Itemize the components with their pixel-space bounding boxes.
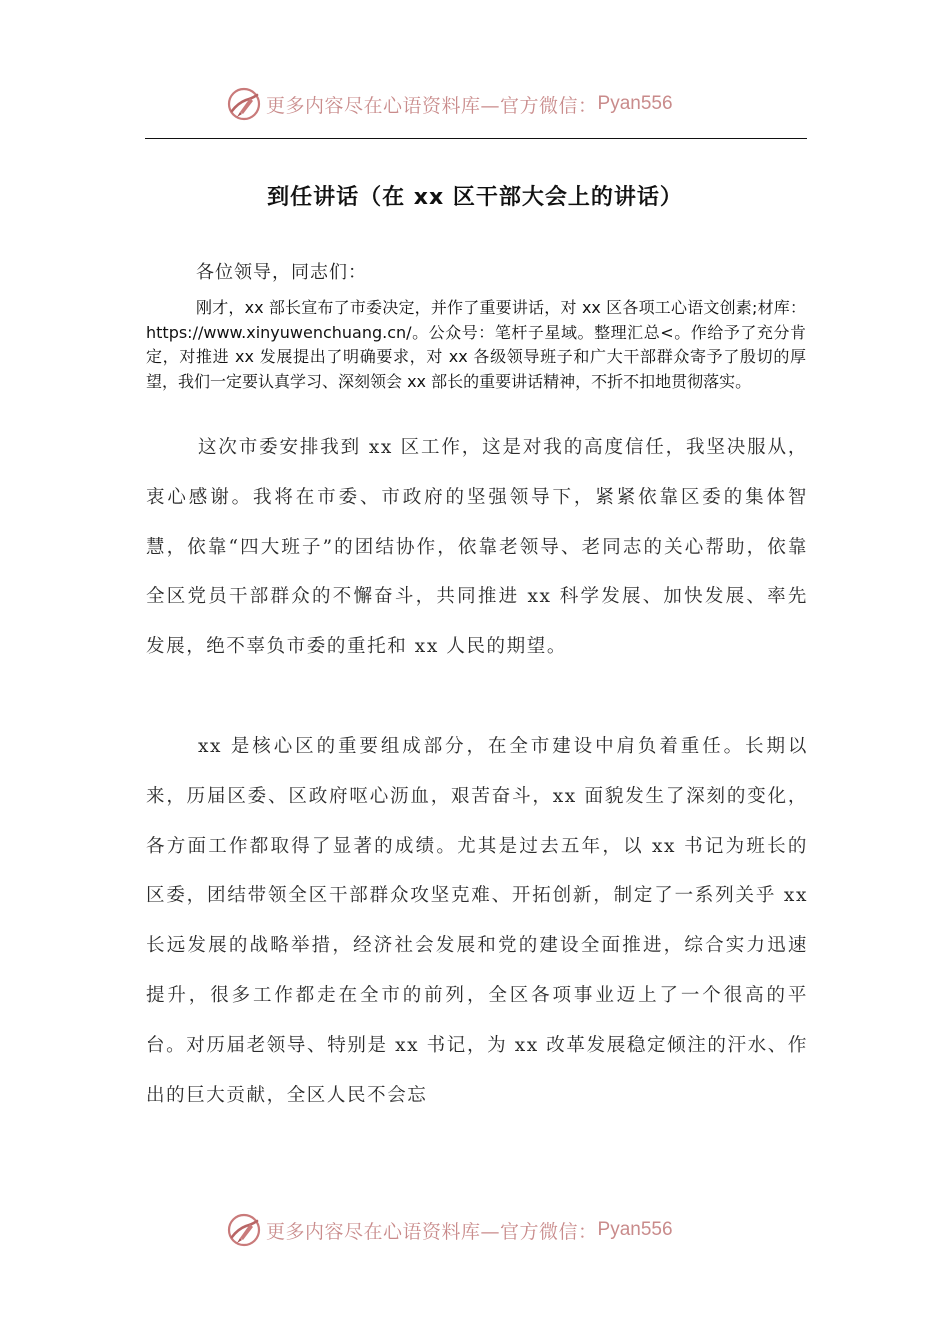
banner-slogan: 更多内容尽在心语资料库—官方微信：: [266, 94, 598, 117]
body-paragraph: xx 是核心区的重要组成部分，在全市建设中肩负着重任。长期以来，历届区委、区政府呕心沥血，艰苦奋斗，xx 面貌发生了深刻的变化，各方面工作都取得了显著的成绩。尤其是过去五年，以 xx 书记为班长的区委，团结带领全区干部群众攻坚克难、开拓创新，制定了一系列关乎 xx 长远发展的战略举措，经济社会发展和党的建设全面推进，综合实力迅速提升，很多工作都走在全市的前列，全区各项事业迈上了一个很高的平台。对历届老领导、特别是 xx 书记，为 xx 改革发展稳定倾注的汗水、作出的巨大贡献，全区人民不会忘: [146, 736, 808, 1106]
pen-nib-logo-icon: [226, 1212, 262, 1248]
pen-nib-logo-icon: [226, 86, 262, 122]
intro-paragraph: 刚才，xx 部长宣布了市委决定，并作了重要讲话，对 xx 区各项工心语文创素;材库：https://www.xinyuwenchuang.cn/。公众号：笔杆子星域。整理汇总<。作给予了充分肯定，对推进 xx 发展提出了明确要求，对 xx 各级领导班子和广大干部群众寄予了殷切的厚望，我们一定要认真学习、深刻领会 xx 部长的重要讲话精神，不折不扣地贯彻落实。: [146, 298, 806, 391]
document-title: 到任讲话（在 xx 区干部大会上的讲话）: [267, 185, 683, 210]
header-banner: [0, 84, 950, 124]
banner-slogan: 更多内容尽在心语资料库—官方微信：: [266, 1220, 598, 1243]
header-divider: [145, 138, 807, 139]
banner-wechat-id: Pyan556: [597, 1219, 673, 1240]
salutation: 各位领导，同志们：: [196, 262, 367, 283]
banner-wechat-id: Pyan556: [597, 93, 673, 114]
body-paragraph: 这次市委安排我到 xx 区工作，这是对我的高度信任，我坚决服从，衷心感谢。我将在市委、市政府的坚强领导下，紧紧依靠区委的集体智慧，依靠“四大班子”的团结协作，依靠老领导、老同志的关心帮助，依靠全区党员干部群众的不懈奋斗，共同推进 xx 科学发展、加快发展、率先发展，绝不辜负市委的重托和 xx 人民的期望。: [146, 437, 808, 658]
footer-banner: [0, 1210, 950, 1250]
